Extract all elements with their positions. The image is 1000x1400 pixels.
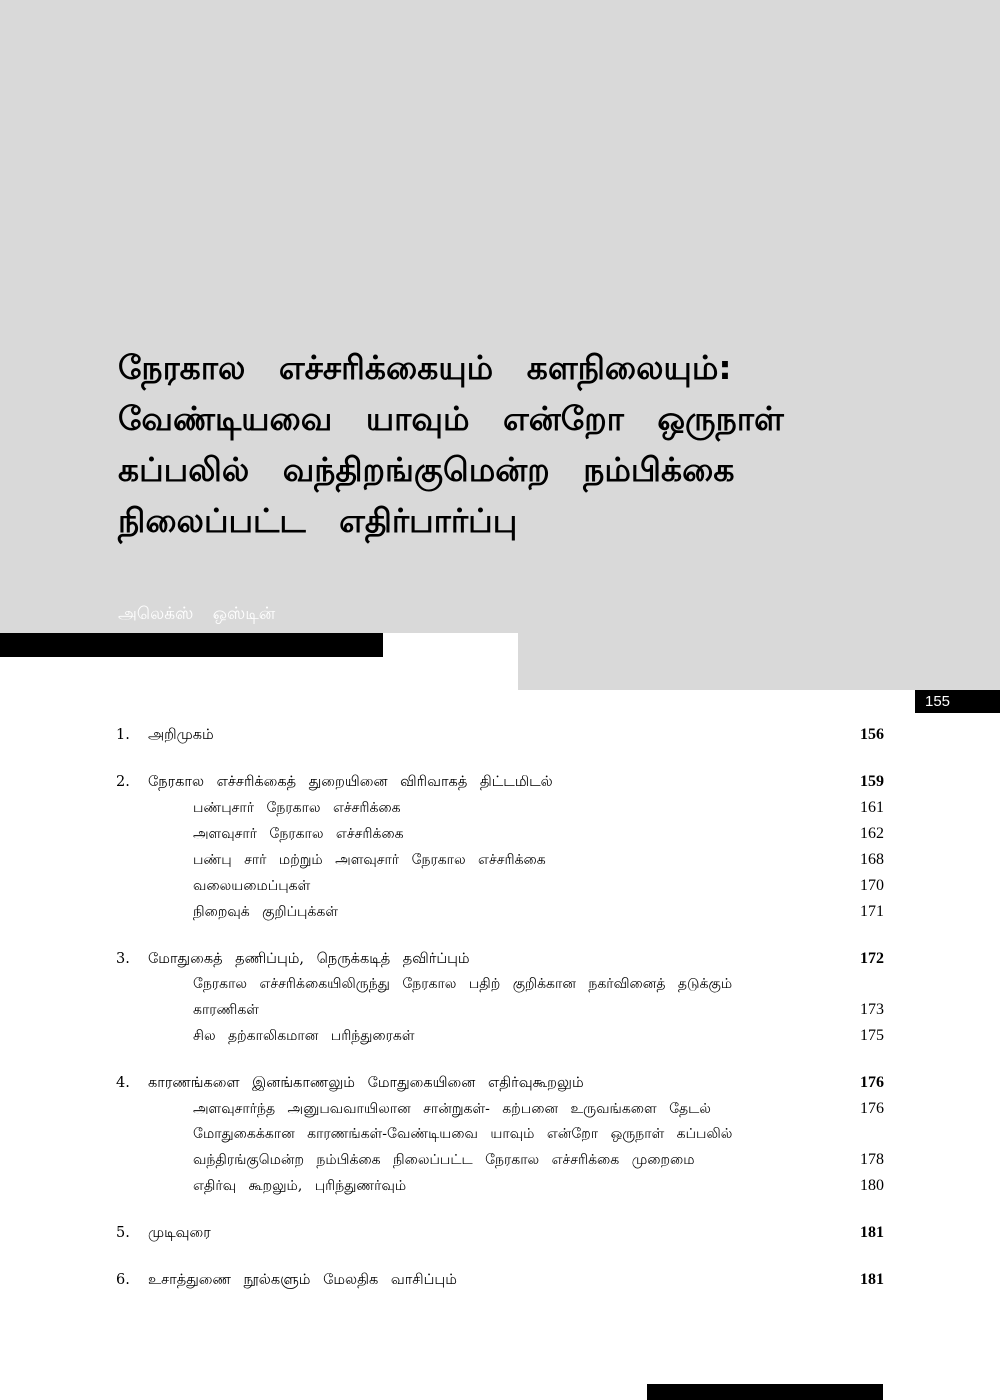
toc-subentry[interactable]	[116, 997, 884, 1023]
chapter-title-line: கப்பலில் வந்திறங்குமென்ற நம்பிக்கை	[118, 450, 735, 489]
toc-subentry[interactable]	[116, 1096, 884, 1122]
toc-entry-page: 172	[860, 950, 884, 967]
toc-entry-number: 5.	[116, 1225, 130, 1241]
toc-subentry-page: 162	[860, 825, 884, 842]
toc-subentry[interactable]	[116, 899, 884, 925]
author-name: அலெக்ஸ் ஒஸ்டின்	[118, 604, 276, 624]
table-of-contents	[116, 722, 884, 1314]
toc-subentry[interactable]	[116, 795, 884, 821]
toc-entry[interactable]	[116, 722, 884, 748]
toc-subentry[interactable]	[116, 972, 884, 997]
toc-subentry-title: நேரகால எச்சரிக்கையிலிருந்து நேரகால பதிற் குறிக்கான நகர்வினைத் தடுக்கும்	[193, 976, 733, 992]
toc-entry[interactable]	[116, 1267, 884, 1293]
toc-entry-page: 156	[860, 726, 884, 743]
toc-subentry-page: 178	[860, 1151, 884, 1168]
toc-subentry[interactable]	[116, 1023, 884, 1049]
toc-entry-number: 1.	[116, 727, 130, 743]
toc-section	[116, 1267, 884, 1293]
toc-entry-title: நேரகால எச்சரிக்கைத் துறையினை விரிவாகத் திட்டமிடல்	[148, 774, 553, 790]
toc-entry-title: அறிமுகம்	[148, 727, 214, 743]
toc-subentry-title: வந்திரங்குமென்ற நம்பிக்கை நிலைப்பட்ட நேரகால எச்சரிக்கை முறைமை	[193, 1152, 695, 1168]
toc-subentry-page: 170	[860, 877, 884, 894]
toc-entry[interactable]	[116, 769, 884, 795]
toc-subentry-title: அளவுசார்ந்த அனுபவவாயிலான சான்றுகள்- கற்பனை உருவங்களை தேடல்	[193, 1101, 711, 1117]
toc-section	[116, 1070, 884, 1199]
toc-section	[116, 769, 884, 925]
toc-subentry-page: 180	[860, 1177, 884, 1194]
toc-subentry-page: 161	[860, 799, 884, 816]
toc-entry[interactable]	[116, 946, 884, 972]
toc-entry[interactable]	[116, 1070, 884, 1096]
toc-entry-title: காரணங்களை இனங்காணலும் மோதுகையினை எதிர்வுகூறலும்	[148, 1075, 584, 1091]
toc-subentry-title: அளவுசார் நேரகால எச்சரிக்கை	[193, 826, 404, 842]
toc-subentry-page: 176	[860, 1100, 884, 1117]
toc-subentry-page: 171	[860, 903, 884, 920]
chapter-title-line: நிலைப்பட்ட எதிர்பார்ப்பு	[118, 501, 518, 540]
toc-section	[116, 722, 884, 748]
toc-subentry-title: எதிர்வு கூறலும், புரிந்துணர்வும்	[193, 1178, 407, 1194]
page-number: 155	[915, 690, 1000, 713]
toc-subentry[interactable]	[116, 1122, 884, 1147]
toc-subentry-page: 173	[860, 1001, 884, 1018]
toc-entry-title: மோதுகைத் தணிப்பும், நெருக்கடித் தவிர்ப்பும்	[148, 951, 470, 967]
toc-subentry-page: 175	[860, 1027, 884, 1044]
toc-entry-page: 159	[860, 773, 884, 790]
toc-entry-number: 3.	[116, 951, 130, 967]
toc-subentry[interactable]	[116, 847, 884, 873]
footer-bar	[647, 1384, 883, 1400]
chapter-title-line: வேண்டியவை யாவும் என்றோ ஒருநாள்	[118, 399, 784, 438]
toc-entry-number: 2.	[116, 774, 130, 790]
chapter-title	[118, 342, 798, 546]
toc-section	[116, 946, 884, 1049]
toc-entry-number: 6.	[116, 1272, 130, 1288]
toc-entry-number: 4.	[116, 1075, 130, 1091]
header-black-bar	[0, 633, 383, 657]
toc-subentry-title: மோதுகைக்கான காரணங்கள்-வேண்டியவை யாவும் என்றோ ஒருநாள் கப்பலில்	[193, 1126, 733, 1142]
toc-subentry[interactable]	[116, 1147, 884, 1173]
toc-entry-page: 181	[860, 1271, 884, 1288]
toc-entry-title: முடிவுரை	[148, 1225, 211, 1241]
toc-section	[116, 1220, 884, 1246]
toc-subentry-title: வலையமைப்புகள்	[193, 878, 311, 894]
toc-entry-title: உசாத்துணை நூல்களும் மேலதிக வாசிப்பும்	[148, 1272, 457, 1288]
toc-subentry[interactable]	[116, 821, 884, 847]
toc-subentry-title: பண்புசார் நேரகால எச்சரிக்கை	[193, 800, 401, 816]
toc-subentry-title: பண்பு சார் மற்றும் அளவுசார் நேரகால எச்சரிக்கை	[193, 852, 546, 868]
toc-entry[interactable]	[116, 1220, 884, 1246]
toc-subentry-title: சில தற்காலிகமான பரிந்துரைகள்	[193, 1028, 415, 1044]
toc-subentry[interactable]	[116, 873, 884, 899]
toc-entry-page: 176	[860, 1074, 884, 1091]
toc-entry-page: 181	[860, 1224, 884, 1241]
toc-subentry-title: காரணிகள்	[193, 1002, 259, 1018]
toc-subentry-title: நிறைவுக் குறிப்புக்கள்	[193, 904, 338, 920]
toc-subentry[interactable]	[116, 1173, 884, 1199]
chapter-title-line: நேரகால எச்சரிக்கையும் களநிலையும்:	[118, 348, 732, 387]
toc-subentry-page: 168	[860, 851, 884, 868]
